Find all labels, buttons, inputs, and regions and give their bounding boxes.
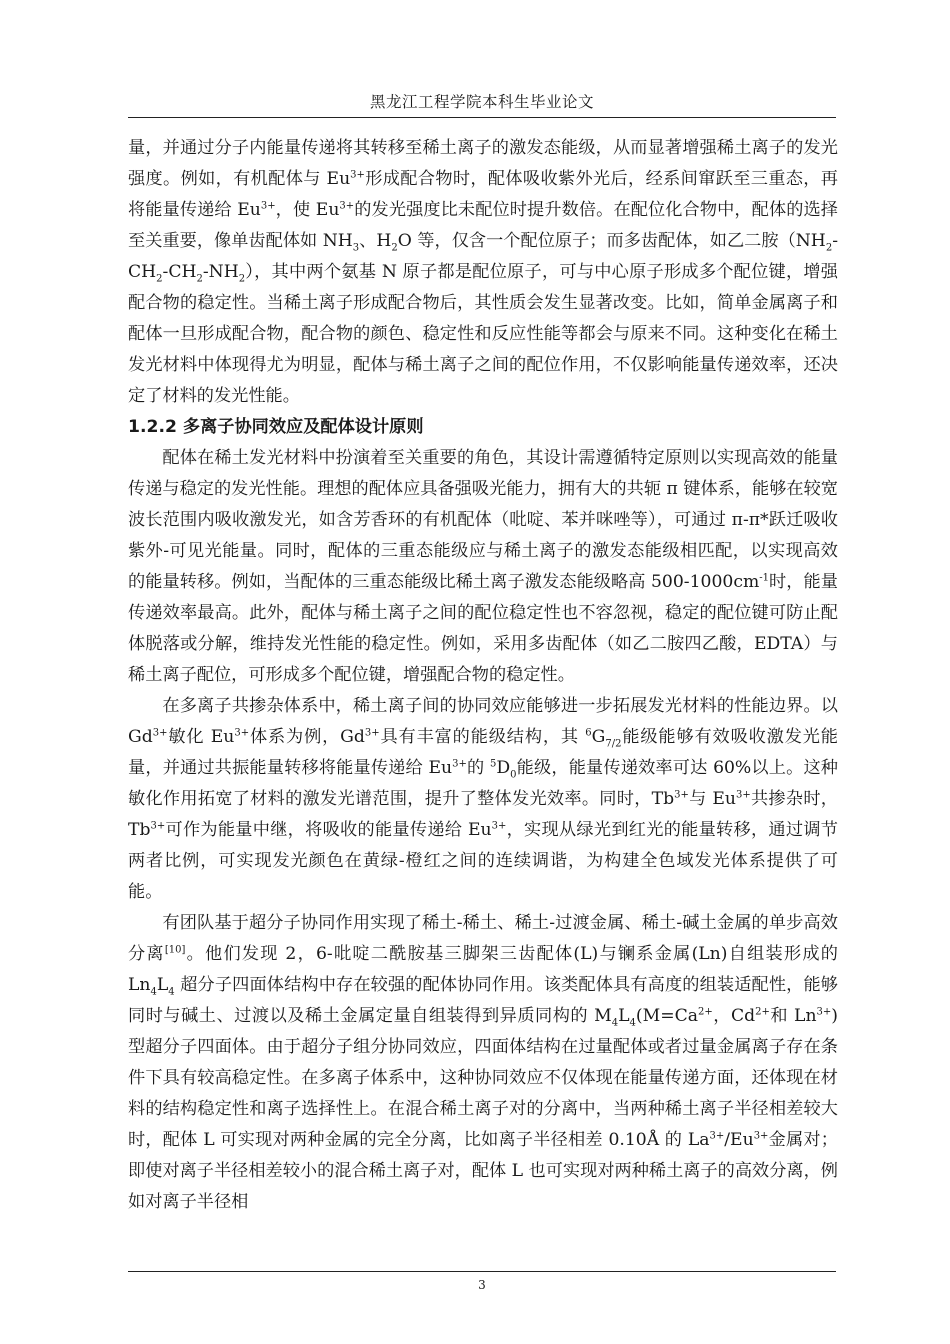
paragraph-supramolecular: 有团队基于超分子协同作用实现了稀土-稀土、稀土-过渡金属、稀土-碱土金属的单步高效分离[10]。他们发现 2，6-吡啶二酰胺基三脚架三齿配体(L)与镧系金属(Ln)自组装形成的 $Ln_4L_4$ 超分子四面体结构中存在较强的配体协同作用。该类配体具有高度的组装适配性，能够同时与碱土、过渡以及稀土金属定量自组装得到异质同构的 $M_4L_4(M=Ca^{2+}$，$Cd^{2+}$和 $Ln^{3+}$)型超分子四面体。由于超分子组分协同效应，四面体结构在过量配体或者过量金属离子存在条件下具有较高稳定性。在多离子体系中，这种协同效应不仅体现在能量传递方面，还体现在材料的结构稳定性和离子选择性上。在混合稀土离子对的分离中，当两种稀土离子半径相差较大时，配体 L 可实现对两种金属的完全分离，比如离子半径相差 0.10Å 的 $La^{3+}/Eu^{3+}$金属对；即使对离子半径相差较小的混合稀土离子对，配体 L 也可实现对两种稀土离子的高效分离，例如对离子半径相	[128, 913, 839, 1212]
footer-rule	[128, 1271, 836, 1272]
document-body	[128, 133, 838, 1218]
section-heading: 1.2.2 多离子协同效应及配体设计原则	[128, 417, 424, 437]
page-header: 黑龙江工程学院本科生毕业论文	[369, 93, 594, 111]
citation-ref: [10]	[164, 944, 186, 956]
page-number: 3	[478, 1278, 486, 1292]
paragraph-energy-transfer: 量，并通过分子内能量传递将其转移至稀土离子的激发态能级，从而显著增强稀土离子的发光强度。例如，有机配体与 $Eu^{3+}$形成配合物时，配体吸收紫外光后，经系间窜跃至三重态，再将能量传递给 $Eu^{3+}$，使 $Eu^{3+}$的发光强度比未配位时提升数倍。在配位化合物中，配体的选择至关重要，像单齿配体如 $NH_3$、$H_2O$ 等，仅含一个配位原子；而多齿配体，如乙二胺$(NH_2-CH_2-CH_2-NH_2)$，其中两个氨基 N 原子都是配位原子，可与中心原子形成多个配位键，增强配合物的稳定性。当稀土离子形成配合物后，其性质会发生显著改变。比如，简单金属离子和配体一旦形成配合物，配合物的颜色、稳定性和反应性能等都会与原来不同。这种变化在稀土发光材料中体现得尤为明显，配体与稀土离子之间的配位作用，不仅影响能量传递效率，还决定了材料的发光性能。	[128, 138, 838, 406]
header-rule	[128, 117, 836, 118]
paragraph-co-doping: 在多离子共掺杂体系中，稀土离子间的协同效应能够进一步拓展发光材料的性能边界。以 $Gd^{3+}$敏化 $Eu^{3+}$体系为例，$Gd^{3+}$具有丰富的能级结构，其 $^6G_{7/2}$能级能够有效吸收激发光能量，并通过共振能量转移将能量传递给 $Eu^{3+}$的 $^5D_0$能级，能量传递效率可达 60%以上。这种敏化作用拓宽了材料的激发光谱范围，提升了整体发光效率。同时，$Tb^{3+}$与 $Eu^{3+}$共掺杂时，$Tb^{3+}$可作为能量中继，将吸收的能量传递给 $Eu^{3+}$，实现从绿光到红光的能量转移，通过调节两者比例，可实现发光颜色在黄绿-橙红之间的连续调谐，为构建全色域发光体系提供了可能。	[128, 696, 838, 902]
paragraph-ligand-design: 配体在稀土发光材料中扮演着至关重要的角色，其设计需遵循特定原则以实现高效的能量传递与稳定的发光性能。理想的配体应具备强吸光能力，拥有大的共轭 π 键体系，能够在较宽波长范围内吸收激发光，如含芳香环的有机配体（吡啶、苯并咪唑等），可通过 π-π*跃迁吸收紫外-可见光能量。同时，配体的三重态能级应与稀土离子的激发态能级相匹配，以实现高效的能量转移。例如，当配体的三重态能级比稀土离子激发态能级略高 $500-1000cm^{-1}$时，能量传递效率最高。此外，配体与稀土离子之间的配位稳定性也不容忽视，稳定的配位键可防止配体脱落或分解，维持发光性能的稳定性。例如，采用多齿配体（如乙二胺四乙酸，EDTA）与稀土离子配位，可形成多个配位键，增强配合物的稳定性。	[128, 448, 838, 685]
